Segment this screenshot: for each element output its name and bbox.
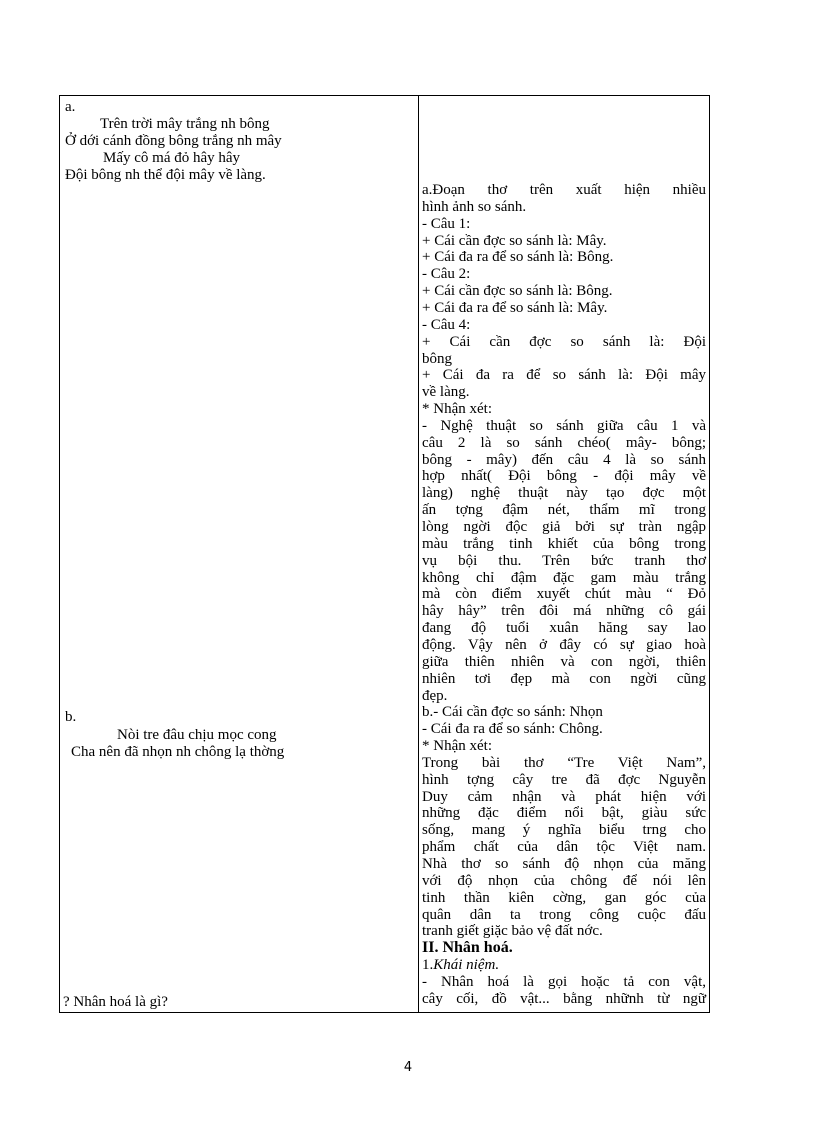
right-line: + Cái cần đợc so sánh là: Mây. xyxy=(422,232,607,249)
right-line: cây cối, đồ vật... bằng nhữnh từ ngữ xyxy=(422,990,706,1007)
content-table xyxy=(59,95,710,1013)
right-line: * Nhận xét: xyxy=(422,401,492,418)
right-line: sống, mang ý nghĩa biểu trng cho xyxy=(422,822,706,839)
poem-a-line-3: Mấy cô má đỏ hây hây xyxy=(103,150,241,166)
right-line: những đặc điểm nổi bật, giàu sức xyxy=(422,805,706,822)
right-line: Trong bài thơ “Tre Việt Nam”, xyxy=(422,754,706,771)
poem-b-line-2: Cha nên đã nhọn nh chông lạ thờng xyxy=(71,744,285,760)
right-line: hình tợng cây tre đã đợc Nguyễn xyxy=(422,771,706,788)
poem-b-line-1: Nòi tre đâu chịu mọc cong xyxy=(117,727,277,743)
right-line: hình ảnh so sánh. xyxy=(422,198,527,215)
right-line: + Cái đa ra để so sánh là: Đội mây xyxy=(422,367,706,384)
right-line: câu 2 là so sánh chéo( mây- bông; xyxy=(422,434,706,451)
right-line: làng) nghệ thuật này tạo đợc một xyxy=(422,485,706,502)
label-a: a. xyxy=(65,99,76,115)
right-line: bông xyxy=(422,350,452,367)
right-line: lòng ngời độc giả bởi sự tràn ngập xyxy=(422,519,706,535)
right-line: Duy cảm nhận và phát hiện với xyxy=(422,788,706,805)
right-line: động. Vậy nên ở đây có sự giao hoà xyxy=(422,636,706,653)
right-line: màu trắng tinh khiết của bông trong xyxy=(422,535,706,552)
left-column xyxy=(60,96,417,1012)
right-line: về làng. xyxy=(422,384,470,401)
right-line: hây hây” trên đôi má những cô gái xyxy=(422,603,706,620)
right-line: * Nhận xét: xyxy=(422,738,492,755)
right-line: quân dân ta trong công cuộc đấu xyxy=(422,906,706,923)
right-line: - Câu 1: xyxy=(422,215,471,232)
poem-a-line-4: Đội bông nh thể đội mây về làng. xyxy=(65,167,266,183)
right-line: mà còn điểm xuyết chút màu “ Đỏ xyxy=(422,586,706,603)
right-line: + Cái cần đợc so sánh là: Đội xyxy=(422,333,706,350)
right-line: Nhà thơ so sánh độ nhọn của măng xyxy=(422,856,706,872)
right-line: bông - mây) đến câu 4 là so sánh xyxy=(422,451,706,468)
poem-a-line-2: Ở dới cánh đồng bông trắng nh mây xyxy=(65,133,282,149)
right-line: + Cái đa ra để so sánh là: Mây. xyxy=(422,299,608,316)
right-line: phẩm chất của dân tộc Việt nam. xyxy=(422,839,706,856)
poem-a-line-1: Trên trời mây trắng nh bông xyxy=(100,116,270,132)
right-line: nhiên tơi đẹp mà con ngời cũng xyxy=(422,670,706,687)
right-line: tinh thần kiên cờng, gan góc của xyxy=(422,889,706,906)
question-personification: ? Nhân hoá là gì? xyxy=(63,994,168,1010)
right-line: - Nghệ thuật so sánh giữa câu 1 và xyxy=(422,417,706,434)
right-line: đẹp. xyxy=(422,687,448,704)
right-line: II. Nhân hoá. xyxy=(422,939,513,957)
right-line: hợp nhất( Đội bông - đội mây về xyxy=(422,468,706,485)
right-line: - Câu 2: xyxy=(422,266,471,283)
right-line: tranh giết giặc bảo vệ đất nớc. xyxy=(422,923,603,940)
right-line: a.Đoạn thơ trên xuất hiện nhiều xyxy=(422,182,706,198)
right-line: ấn tợng đậm nét, thẩm mĩ trong xyxy=(422,502,706,519)
right-line: + Cái đa ra để so sánh là: Bông. xyxy=(422,249,614,266)
right-line: không chỉ đậm đặc gam màu trắng xyxy=(422,569,706,586)
right-line: vụ bội thu. Trên bức tranh thơ xyxy=(422,552,706,569)
right-line: + Cái cần đợc so sánh là: Bông. xyxy=(422,283,613,300)
right-line: 1.Khái niệm. xyxy=(422,957,500,974)
right-column xyxy=(419,96,709,1012)
right-line: với độ nhọn của chông để nói lên xyxy=(422,872,706,889)
right-line: b.- Cái cần đợc so sánh: Nhọn xyxy=(422,704,603,721)
page-number: 4 xyxy=(403,1060,413,1075)
right-line: - Câu 4: xyxy=(422,316,471,333)
right-line: - Cái đa ra để so sánh: Chông. xyxy=(422,721,603,738)
right-line: - Nhân hoá là gọi hoặc tả con vật, xyxy=(422,973,706,990)
label-b: b. xyxy=(65,709,77,725)
right-line: đang độ tuổi xuân hăng say lao xyxy=(422,620,706,637)
right-line: giữa thiên nhiên và con ngời, thiên xyxy=(422,653,706,670)
